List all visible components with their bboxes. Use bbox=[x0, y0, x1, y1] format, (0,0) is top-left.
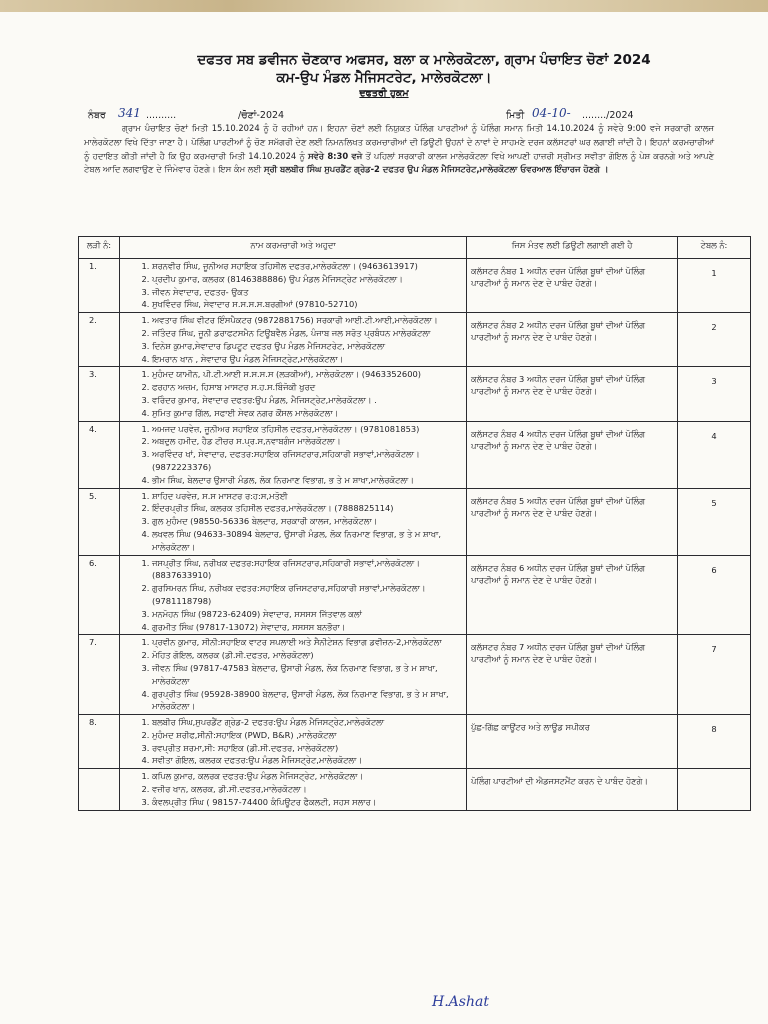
table-row bbox=[79, 259, 751, 313]
duty-cell: ਕਲੱਸਟਰ ਨੰਬਰ 6 ਅਧੀਨ ਦਰਜ ਪੋਲਿੰਗ ਬੂਥਾਂ ਦੀਆਂ ਪੋਲਿੰਗ ਪਾਰਟੀਆਂ ਨੂੰ ਸਮਾਨ ਦੇਣ ਦੇ ਪਾਬੰਦ ਹੋਣਗੇ। bbox=[467, 555, 678, 635]
employee-entry: 1. ਮੁਹੰਮਦ ਯਾਮੀਨ, ਪੀ.ਟੀ.ਆਈ ਸ.ਸ.ਸ.ਸ (ਲੜਕੀਆਂ), ਮਾਲੇਰਕੋਟਲਾ। (9463352600) bbox=[152, 368, 462, 381]
duty-cell: ਪੁੱਛ-ਗਿੱਛ ਕਾਊਂਟਰ ਅਤੇ ਲਾਊਡ ਸਪੀਕਰ bbox=[467, 715, 678, 769]
names-cell bbox=[120, 769, 467, 810]
employee-list bbox=[124, 260, 462, 311]
serial-cell: 2. bbox=[79, 313, 120, 367]
number-label: ਨੰਬਰ bbox=[88, 110, 106, 121]
names-cell bbox=[120, 715, 467, 769]
duty-cell: ਪੋਲਿੰਗ ਪਾਰਟੀਆਂ ਦੀ ਐਡਜਸਟਮੈਂਟ ਕਰਨ ਦੇ ਪਾਬੰਦ ਹੋਣਗੇ। bbox=[467, 769, 678, 810]
table-number-cell: 3 bbox=[678, 367, 751, 421]
header-duty: ਜਿਸ ਮੰਤਵ ਲਈ ਡਿਊਟੀ ਲਗਾਈ ਗਈ ਹੈ bbox=[467, 237, 678, 259]
employee-entry: 3. ਰਵਪ੍ਰੀਤ ਸ਼ਰਮਾ,ਸੀ: ਸਹਾਇਕ (ਡੀ.ਸੀ.ਦਫਤਰ, ਮਾਲੇਰਕੋਟਲਾ) bbox=[152, 742, 462, 755]
employee-list bbox=[124, 490, 462, 554]
office-header: ਦਫਤਰ ਸਬ ਡਵੀਜਨ ਚੋਣਕਾਰ ਅਫਸਰ, ਬਲਾ ਕ ਮਾਲੇਰਕੋਟਲਾ, ਗ੍ਰਾਮ ਪੰਚਾਇਤ ਚੋਣਾਂ 2024 bbox=[197, 52, 651, 68]
names-cell bbox=[120, 421, 467, 488]
names-cell bbox=[120, 259, 467, 313]
table-row bbox=[79, 635, 751, 715]
names-cell bbox=[120, 488, 467, 555]
employee-entry: 3. ਵਰਿੰਦਰ ਕੁਮਾਰ, ਸੇਵਾਦਾਰ ਦਫਤਰ:ਉਪ ਮੰਡਲ, ਮੈਜਿਸਟ੍ਰੇਟ,ਮਾਲੇਰਕੋਟਲਾ। . bbox=[152, 394, 462, 407]
employee-entry: 4. ਗੁਰਮੀਤ ਸਿੰਘ (97817-13072) ਸੇਵਾਦਾਰ, ਸਸਸਸ ਬਨਭੌਰਾ। bbox=[152, 621, 462, 634]
serial-cell: 8. bbox=[79, 715, 120, 769]
employee-list bbox=[124, 636, 462, 713]
employee-entry: 1. ਜਸਪ੍ਰੀਤ ਸਿੰਘ, ਨਰੀਖਕ ਦਫਤਰ:ਸਹਾਇਕ ਰਜਿਸਟਰਾਰ,ਸਹਿਕਾਰੀ ਸਭਾਵਾਂ,ਮਾਲੇਰਕੋਟਲਾ। (8837633910) bbox=[152, 557, 462, 583]
order-body bbox=[84, 122, 714, 177]
employee-entry: 3. ਕੰਵਲਪ੍ਰੀਤ ਸਿੰਘ ( 98157-74400 ਕੰਪਿਊਟਰ ਫੈਕਲਟੀ, ਸਹਸ ਸਲਾਰ। bbox=[152, 796, 462, 809]
table-number-cell: 1 bbox=[678, 259, 751, 313]
employee-entry: 3. ਗੁਲ ਮੁਹੰਮਦ (98550-56336 ਬੇਲਦਾਰ, ਸਰਕਾਰੀ ਕਾਲਜ, ਮਾਲੇਰਕੋਟਲਾ। bbox=[152, 515, 462, 528]
office-subheader: ਕਮ-ਉਪ ਮੰਡਲ ਮੈਜਿਸਟਰੇਟ, ਮਾਲੇਰਕੋਟਲਾ। bbox=[276, 70, 492, 86]
employee-list bbox=[124, 770, 462, 808]
body-text-2: ਤੋਂ ਪਹਿਲਾਂ ਸਰਕਾਰੀ ਕਾਲਜ ਮਾਲੇਰਕੋਟਲਾ ਵਿਖੇ ਆਪਣੀ ਹਾਜ਼ਰੀ ਸ੍ਰੀਮਤ ਸਵੀਤਾ ਗੋਇਲ ਨੂੰ ਪੇਸ਼ ਕਰਨਗੇ ਅਤੇ ਆਪਣੇ ਟੇਬਲ ਆਦਿ ਲਗਵਾਉਣ ਦੇ ਜਿੰਮੇਵਾਰ ਹੋਣਗੇ। ਇਸ ਕੰਮ ਲਈ bbox=[84, 150, 714, 175]
table-row bbox=[79, 769, 751, 810]
order-code: /ਚੋਣਾਂ-2024 bbox=[238, 110, 285, 121]
employee-entry: 2. ਵਜ਼ੀਰ ਖਾਨ, ਕਲਰਕ, ਡੀ.ਸੀ.ਦਫਤਰ,ਮਾਲੇਰਕੋਟਲਾ। bbox=[152, 783, 462, 796]
employee-entry: 1. ਕਪਿਲ ਕੁਮਾਰ, ਕਲਰਕ ਦਫਤਰ:ਉਪ ਮੰਡਲ ਮੈਜਿਸਟ੍ਰੇਟ, ਮਾਲੇਰਕੋਟਲਾ। bbox=[152, 770, 462, 783]
employee-entry: 1. ਸ਼ਾਹਿਦ ਪਰਵੇਜ਼, ਸ.ਸ ਮਾਸਟਰ ਰ:ਹ:ਸ,ਮਤੋਈ bbox=[152, 490, 462, 503]
employee-list bbox=[124, 368, 462, 419]
serial-cell: 1. bbox=[79, 259, 120, 313]
employee-entry: 3. ਮਨਮੋਹਨ ਸਿੰਘ (98723-62409) ਸੇਵਾਦਾਰ, ਸਸਸਸ ਜਿੱਤਵਾਲ ਕਲਾਂ bbox=[152, 608, 462, 621]
number-trail: .......... bbox=[146, 110, 177, 121]
header-names: ਨਾਮ ਕਰਮਚਾਰੀ ਅਤੇ ਅਹੁਦਾ bbox=[120, 237, 467, 259]
table-number-cell: 7 bbox=[678, 635, 751, 715]
employee-list bbox=[124, 423, 462, 487]
names-cell bbox=[120, 635, 467, 715]
employee-entry: 1. ਪ੍ਰਵੀਨ ਕੁਮਾਰ, ਸੀਨੀ:ਸਹਾਇਕ ਵਾਟਰ ਸਪਲਾਈ ਅਤੇ ਸੈਨੀਟੇਸ਼ਨ ਵਿਭਾਗ ਡਵੀਜ਼ਨ-2,ਮਾਲੇਰਕੋਟਲਾ bbox=[152, 636, 462, 649]
names-cell bbox=[120, 555, 467, 635]
date-trail: ......../2024 bbox=[582, 110, 634, 121]
serial-cell: 7. bbox=[79, 635, 120, 715]
employee-entry: 4. ਇਮਰਾਨ ਖਾਨ , ਸੇਵਾਦਾਰ ਉਪ ਮੰਡਲ ਮੈਜਿਸਟ੍ਰੇਟ,ਮਾਲੇਰਕੋਟਲਾ। bbox=[152, 353, 462, 366]
employee-entry: 2. ਅਬਦੁਲ ਹਮੀਦ, ਹੈਡ ਟੀਚਰ ਸ.ਪ੍ਰ.ਸ,ਨਵਾਬਗੰਜ ਮਾਲੇਰਕੋਟਲਾ। bbox=[152, 435, 462, 448]
employee-list bbox=[124, 314, 462, 365]
employee-entry: 2. ਜਤਿੰਦਰ ਸਿੰਘ, ਜੂਨੀ ਡਰਾਫਟਸਮੈਨ ਟਿਊਬਵੈਲ ਮੰਡਲ, ਪੰਜਾਬ ਜਲ ਸਰੋਤ ਪ੍ਰਬੰਧਨ ਮਾਲੇਰਕੋਟਲਾ bbox=[152, 327, 462, 340]
duty-cell: ਕਲੱਸਟਰ ਨੰਬਰ 3 ਅਧੀਨ ਦਰਜ ਪੋਲਿੰਗ ਬੂਥਾਂ ਦੀਆਂ ਪੋਲਿੰਗ ਪਾਰਟੀਆਂ ਨੂੰ ਸਮਾਨ ਦੇਣ ਦੇ ਪਾਬੰਦ ਹੋਣਗੇ। bbox=[467, 367, 678, 421]
employee-entry: 4. ਲਖਵਲ ਸਿੰਘ (94633-30894 ਬੇਲਦਾਰ, ਉਸਾਰੀ ਮੰਡਲ, ਲੋਕ ਨਿਰਮਾਣ ਵਿਭਾਗ, ਭ ਤੇ ਮ ਸ਼ਾਖਾ, ਮਾਲੇਰਕੋਟਲਾ। bbox=[152, 528, 462, 554]
duty-cell: ਕਲੱਸਟਰ ਨੰਬਰ 4 ਅਧੀਨ ਦਰਜ ਪੋਲਿੰਗ ਬੂਥਾਂ ਦੀਆਂ ਪੋਲਿੰਗ ਪਾਰਟੀਆਂ ਨੂੰ ਸਮਾਨ ਦੇਣ ਦੇ ਪਾਬੰਦ ਹੋਣਗੇ। bbox=[467, 421, 678, 488]
duty-table bbox=[78, 236, 751, 811]
table-row bbox=[79, 313, 751, 367]
serial-cell: 4. bbox=[79, 421, 120, 488]
body-time-bold: ਸਵੇਰੇ 8:30 ਵਜੇ bbox=[307, 150, 363, 161]
table-row bbox=[79, 488, 751, 555]
employee-entry: 4. ਸੁਮਿਤ ਕੁਮਾਰ ਗਿੱਲ, ਸਫਾਈ ਸੇਵਕ ਨਗਰ ਕੌਂਸਲ ਮਾਲੇਰਕੋਟਲਾ। bbox=[152, 407, 462, 420]
duty-cell: ਕਲੱਸਟਰ ਨੰਬਰ 5 ਅਧੀਨ ਦਰਜ ਪੋਲਿੰਗ ਬੂਥਾਂ ਦੀਆਂ ਪੋਲਿੰਗ ਪਾਰਟੀਆਂ ਨੂੰ ਸਮਾਨ ਦੇਣ ਦੇ ਪਾਬੰਦ ਹੋਣਗੇ। bbox=[467, 488, 678, 555]
employee-entry: 2. ਗੁਰਸਿਮਰਨ ਸਿੰਘ, ਨਰੀਖਕ ਦਫਤਰ:ਸਹਾਇਕ ਰਜਿਸਟਰਾਰ,ਸਹਿਕਾਰੀ ਸਭਾਵਾਂ,ਮਾਲੇਰਕੋਟਲਾ। (9781118798) bbox=[152, 582, 462, 608]
employee-entry: 1. ਸ਼ਰਨਵੀਰ ਸਿੰਘ, ਜੂਨੀਅਰ ਸਹਾਇਕ ਤਹਿਸੀਲ ਦਫਤਰ,ਮਾਲੇਰਕੋਟਲਾ। (9463613917) bbox=[152, 260, 462, 273]
table-row bbox=[79, 555, 751, 635]
table-number-cell: 5 bbox=[678, 488, 751, 555]
header-table-number: ਟੇਬਲ ਨੰ: bbox=[678, 237, 751, 259]
duty-cell: ਕਲੱਸਟਰ ਨੰਬਰ 1 ਅਧੀਨ ਦਰਜ ਪੋਲਿੰਗ ਬੂਥਾਂ ਦੀਆਂ ਪੋਲਿੰਗ ਪਾਰਟੀਆਂ ਨੂੰ ਸਮਾਨ ਦੇਣ ਦੇ ਪਾਬੰਦ ਹੋਣਗੇ। bbox=[467, 259, 678, 313]
signature: H.Ashat bbox=[432, 994, 489, 1010]
names-cell bbox=[120, 313, 467, 367]
employee-entry: 2. ਇੰਦਰਪ੍ਰੀਤ ਸਿੰਘ, ਕਲਰਕ ਤਹਿਸੀਲ ਦਫਤਰ,ਮਾਲੇਰਕੋਟਲਾ। (7888825114) bbox=[152, 502, 462, 515]
employee-entry: 4. ਸੁਖਵਿੰਦਰ ਸਿੰਘ, ਸੇਵਾਦਾਰ ਸ.ਸ.ਸ.ਸ.ਬਰਗੀਆਂ (97810-52710) bbox=[152, 298, 462, 311]
order-title: ਦਫਤਰੀ ਹੁਕਮ bbox=[359, 88, 409, 99]
table-number-cell: 4 bbox=[678, 421, 751, 488]
order-number: 341 bbox=[118, 106, 141, 120]
employee-list bbox=[124, 716, 462, 767]
employee-entry: 3. ਦਿਨੇਸ਼ ਕੁਮਾਰ,ਸੇਵਾਦਾਰ ਡਿਪਟੂਟ ਦਫਤਰ ਉਪ ਮੰਡਲ ਮੈਜਿਸਟਰੇਟ, ਮਾਲੇਰਕੋਟਲਾ bbox=[152, 340, 462, 353]
serial-cell: 6. bbox=[79, 555, 120, 635]
employee-entry: 3. ਜੀਵਨ ਸੇਵਾਦਾਰ, ਦਫਤਰ- ਉਕਤ bbox=[152, 286, 462, 299]
duty-cell: ਕਲੱਸਟਰ ਨੰਬਰ 7 ਅਧੀਨ ਦਰਜ ਪੋਲਿੰਗ ਬੂਥਾਂ ਦੀਆਂ ਪੋਲਿੰਗ ਪਾਰਟੀਆਂ ਨੂੰ ਸਮਾਨ ਦੇਣ ਦੇ ਪਾਬੰਦ ਹੋਣਗੇ। bbox=[467, 635, 678, 715]
employee-entry: 1. ਅਮਜਦ ਪਰਵੇਜ਼, ਜੂਨੀਅਰ ਸਹਾਇਕ ਤਹਿਸੀਲ ਦਫਤਰ,ਮਾਲੇਰਕੋਟਲਾ। (9781081853) bbox=[152, 423, 462, 436]
employee-entry: 4. ਭੀਮ ਸਿੰਘ, ਬੇਲਦਾਰ ਉਸਾਰੀ ਮੰਡਲ, ਲੋਕ ਨਿਰਮਾਣ ਵਿਭਾਗ, ਭ ਤੇ ਮ ਸ਼ਾਖਾ,ਮਾਲੇਰਕੋਟਲਾ। bbox=[152, 474, 462, 487]
body-text-1: ਗ੍ਰਾਮ ਪੰਚਾਇਤ ਚੋਣਾਂ ਮਿਤੀ 15.10.2024 ਨੂੰ ਹੋ ਰਹੀਆਂ ਹਨ। ਇਹਨਾ ਚੋਣਾਂ ਲਈ ਨਿਯੁਕਤ ਪੋਲਿੰਗ ਪਾਰਟੀਆਂ ਨੂੰ ਪੋਲਿੰਗ ਸਮਾਨ ਮਿਤੀ 14.10.2024 ਨੂੰ ਸਵੇਰੇ 9:00 ਵਜੇ ਸਰਕਾਰੀ ਕਾਲਜ ਮਾਲੇਰਕੋਟਲਾ ਵਿਖੇ ਦਿੱਤਾ ਜਾਣਾ ਹੈ। ਪੋਲਿੰਗ ਪਾਰਟੀਆਂ ਨੂੰ ਚੋਣ ਸਮੱਗਰੀ ਦੇਣ ਲਈ ਨਿਮਨਲਿਖਤ ਕਰਮਚਾਰੀਆਂ ਦੀ ਡਿਊਟੀ ਉਹਨਾਂ ਦੇ ਨਾਵਾਂ ਦੇ ਸਾਹਮਣੇ ਦਰਜ ਕਲੱਸਟਰਾਂ ਘਰ ਲਗਾਈ ਜਾਂਦੀ ਹੈ। ਇਹਨਾਂ ਕਰਮਚਾਰੀਆਂ ਨੂੰ ਹਦਾਇਤ ਕੀਤੀ ਜਾਂਦੀ ਹੈ ਕਿ ਉਹ ਕਰਮਚਾਰੀ ਮਿਤੀ 14.10.2024 ਨੂੰ bbox=[84, 123, 714, 161]
employee-entry: 2. ਮੋਹਿਤ ਗੋਇਲ, ਕਲਰਕ (ਡੀ.ਸੀ.ਦਫਤਰ, ਮਾਲੇਰਕੋਟਲਾ) bbox=[152, 649, 462, 662]
serial-cell bbox=[79, 769, 120, 810]
table-number-cell: 2 bbox=[678, 313, 751, 367]
employee-entry: 1. ਅਵਤਾਰ ਸਿੰਘ ਵੀਟਰ ਇੰਸਪੈਕਟਰ (9872881756) ਸਰਕਾਰੀ ਆਈ.ਟੀ.ਆਈ,ਮਾਲੇਰਕੋਟਲਾ। bbox=[152, 314, 462, 327]
employee-list bbox=[124, 557, 462, 634]
employee-entry: 3. ਜੀਵਨ ਸਿੰਘ (97817-47583 ਬੇਲਦਾਰ, ਉਸਾਰੀ ਮੰਡਲ, ਲੋਕ ਨਿਰਮਾਣ ਵਿਭਾਗ, ਭ ਤੇ ਮ ਸ਼ਾਖਾ, ਮਾਲੇਰਕੋਟਲਾ bbox=[152, 662, 462, 688]
duty-cell: ਕਲੱਸਟਰ ਨੰਬਰ 2 ਅਧੀਨ ਦਰਜ ਪੋਲਿੰਗ ਬੂਥਾਂ ਦੀਆਂ ਪੋਲਿੰਗ ਪਾਰਟੀਆਂ ਨੂੰ ਸਮਾਨ ਦੇਣ ਦੇ ਪਾਬੰਦ ਹੋਣਗੇ। bbox=[467, 313, 678, 367]
table-number-cell bbox=[678, 769, 751, 810]
table-row bbox=[79, 421, 751, 488]
employee-entry: 4. ਸਵੀਤਾ ਗੋਇਲ, ਕਲਰਕ ਦਫਤਰ:ਉਪ ਮੰਡਲ ਮੈਜਿਸਟ੍ਰੇਟ,ਮਾਲੇਰਕੋਟਲਾ। bbox=[152, 754, 462, 767]
employee-entry: 2. ਪ੍ਰਦੀਪ ਕੁਮਾਰ, ਕਲਰਕ (8146388886) ਉਪ ਮੰਡਲ ਮੈਜਿਸਟ੍ਰੇਟ ਮਾਲੇਰਕੋਟਲਾ। bbox=[152, 273, 462, 286]
body-incharge-bold: ਸ੍ਰੀ ਬਲਬੀਰ ਸਿੰਘ ਸੁਪਰਡੈਂਟ ਗ੍ਰੇਡ-2 ਦਫਤਰ ਉਪ ਮੰਡਲ ਮੈਜਿਸਟਰੇਟ,ਮਾਲੇਰਕੋਟਲਾ ਓਵਰਆਲ ਇੰਚਾਰਜ ਹੋਣਗੇ । bbox=[263, 164, 609, 175]
employee-entry: 1. ਬਲਬੀਰ ਸਿੰਘ,ਸੁਪਰਡੈਂਟ ਗ੍ਰੇਡ-2 ਦਫਤਰ:ਉਪ ਮੰਡਲ ਮੈਜਿਸਟ੍ਰੇਟ,ਮਾਲੇਰਕੋਟਲਾ bbox=[152, 716, 462, 729]
names-cell bbox=[120, 367, 467, 421]
table-number-cell: 8 bbox=[678, 715, 751, 769]
order-date: 04-10- bbox=[532, 106, 571, 120]
header-serial: ਲੜੀ ਨੰ: bbox=[79, 237, 120, 259]
table-number-cell: 6 bbox=[678, 555, 751, 635]
employee-entry: 2. ਫਰਹਾਨ ਅਜ਼ਮ, ਹਿਸਾਬ ਮਾਸਟਰ ਸ.ਹ.ਸ.ਬਿੰਜੋਕੀ ਖੁਰਦ bbox=[152, 381, 462, 394]
table-header-row bbox=[79, 237, 751, 259]
table-row bbox=[79, 715, 751, 769]
date-label: ਮਿਤੀ bbox=[506, 110, 525, 121]
employee-entry: 4. ਗੁਰਪ੍ਰੀਤ ਸਿੰਘ (95928-38900 ਬੇਲਦਾਰ, ਉਸਾਰੀ ਮੰਡਲ, ਲੋਕ ਨਿਰਮਾਣ ਵਿਭਾਗ, ਭ ਤੇ ਮ ਸ਼ਾਖਾ, ਮਾਲੇਰਕੋਟਲਾ। bbox=[152, 688, 462, 714]
serial-cell: 5. bbox=[79, 488, 120, 555]
employee-entry: 3. ਅਰਵਿੰਦਰ ਖਾਂ, ਸੇਵਾਦਾਰ, ਦਫਤਰ:ਸਹਾਇਕ ਰਜਿਸਟਰਾਰ,ਸਹਿਕਾਰੀ ਸਭਾਵਾਂ,ਮਾਲੇਰਕੋਟਲਾ। (9872223376) bbox=[152, 448, 462, 474]
table-row bbox=[79, 367, 751, 421]
employee-entry: 2. ਮੁਹੰਮਦ ਸ਼ਰੀਫ,ਸੀਨੀ:ਸਹਾਇਕ (PWD, B&R) ,ਮਾਲੇਰਕੋਟਲਾ bbox=[152, 729, 462, 742]
paper-top-edge bbox=[0, 0, 768, 12]
serial-cell: 3. bbox=[79, 367, 120, 421]
